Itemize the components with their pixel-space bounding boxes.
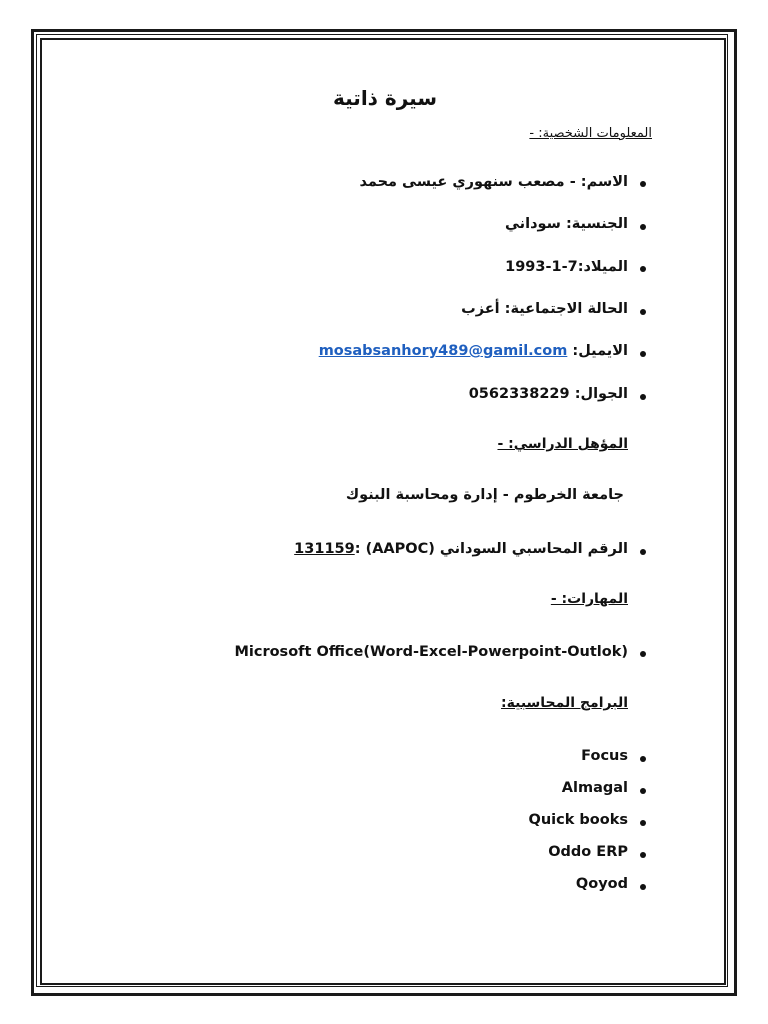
nationality-label: الجنسية:	[565, 216, 628, 232]
bullet	[640, 394, 646, 400]
birth-row	[505, 259, 628, 275]
university-text: جامعة الخرطوم - إدارة ومحاسبة البنوك	[345, 487, 624, 503]
phone-label: الجوال:	[574, 386, 628, 402]
marital-value: أعزب	[461, 301, 500, 317]
bullet	[640, 852, 646, 858]
bullet	[640, 224, 646, 230]
marital-label: الحالة الاجتماعية:	[504, 301, 628, 317]
name-value: - مصعب سنهوري عيسى محمد	[359, 174, 576, 190]
skill-item	[234, 644, 628, 660]
personal-info-heading: المعلومات الشخصية: -	[529, 126, 652, 141]
software-item-text: Focus	[581, 748, 628, 764]
email-label: الايميل:	[572, 343, 628, 359]
document-title: سيرة ذاتية	[333, 86, 437, 110]
software-item	[529, 812, 628, 828]
software-heading: البرامج المحاسبية:	[501, 695, 628, 711]
bullet	[640, 549, 646, 555]
software-item	[576, 876, 628, 892]
education-heading: المؤهل الدراسي: -	[497, 436, 628, 452]
accounting-number-value: 131159	[294, 541, 355, 557]
marital-row	[461, 301, 628, 317]
nationality-row	[505, 216, 628, 232]
bullet	[640, 788, 646, 794]
birth-value: 1993-1-7	[505, 259, 578, 275]
bullet	[640, 756, 646, 762]
bullet	[640, 266, 646, 272]
skill-item-text: Microsoft Office(Word-Excel-Powerpoint-Outlok)	[234, 644, 628, 660]
email-link[interactable]: mosabsanhory489@gamil.com	[318, 343, 568, 359]
skills-heading: المهارات: -	[550, 591, 628, 607]
email-row	[319, 343, 628, 359]
name-row	[359, 174, 628, 190]
bullet	[640, 651, 646, 657]
bullet	[640, 351, 646, 357]
software-item-text: Quick books	[528, 812, 628, 828]
name-label: الاسم:	[580, 174, 628, 190]
nationality-value: سوداني	[504, 216, 561, 232]
birth-label: الميلاد:	[577, 259, 628, 275]
accounting-number-row	[294, 541, 628, 557]
bullet	[640, 884, 646, 890]
phone-row	[469, 386, 628, 402]
software-item	[581, 748, 628, 764]
bullet	[640, 820, 646, 826]
accounting-number-label: الرقم المحاسبي السوداني (AAPOC) :	[354, 541, 628, 557]
software-item	[548, 844, 628, 860]
bullet	[640, 181, 646, 187]
software-item-text: Oddo ERP	[548, 844, 628, 860]
bullet	[640, 309, 646, 315]
software-item-text: Almagal	[561, 780, 628, 796]
software-item-text: Qoyod	[575, 876, 628, 892]
phone-value: 0562338229	[468, 386, 570, 402]
software-item	[562, 780, 628, 796]
